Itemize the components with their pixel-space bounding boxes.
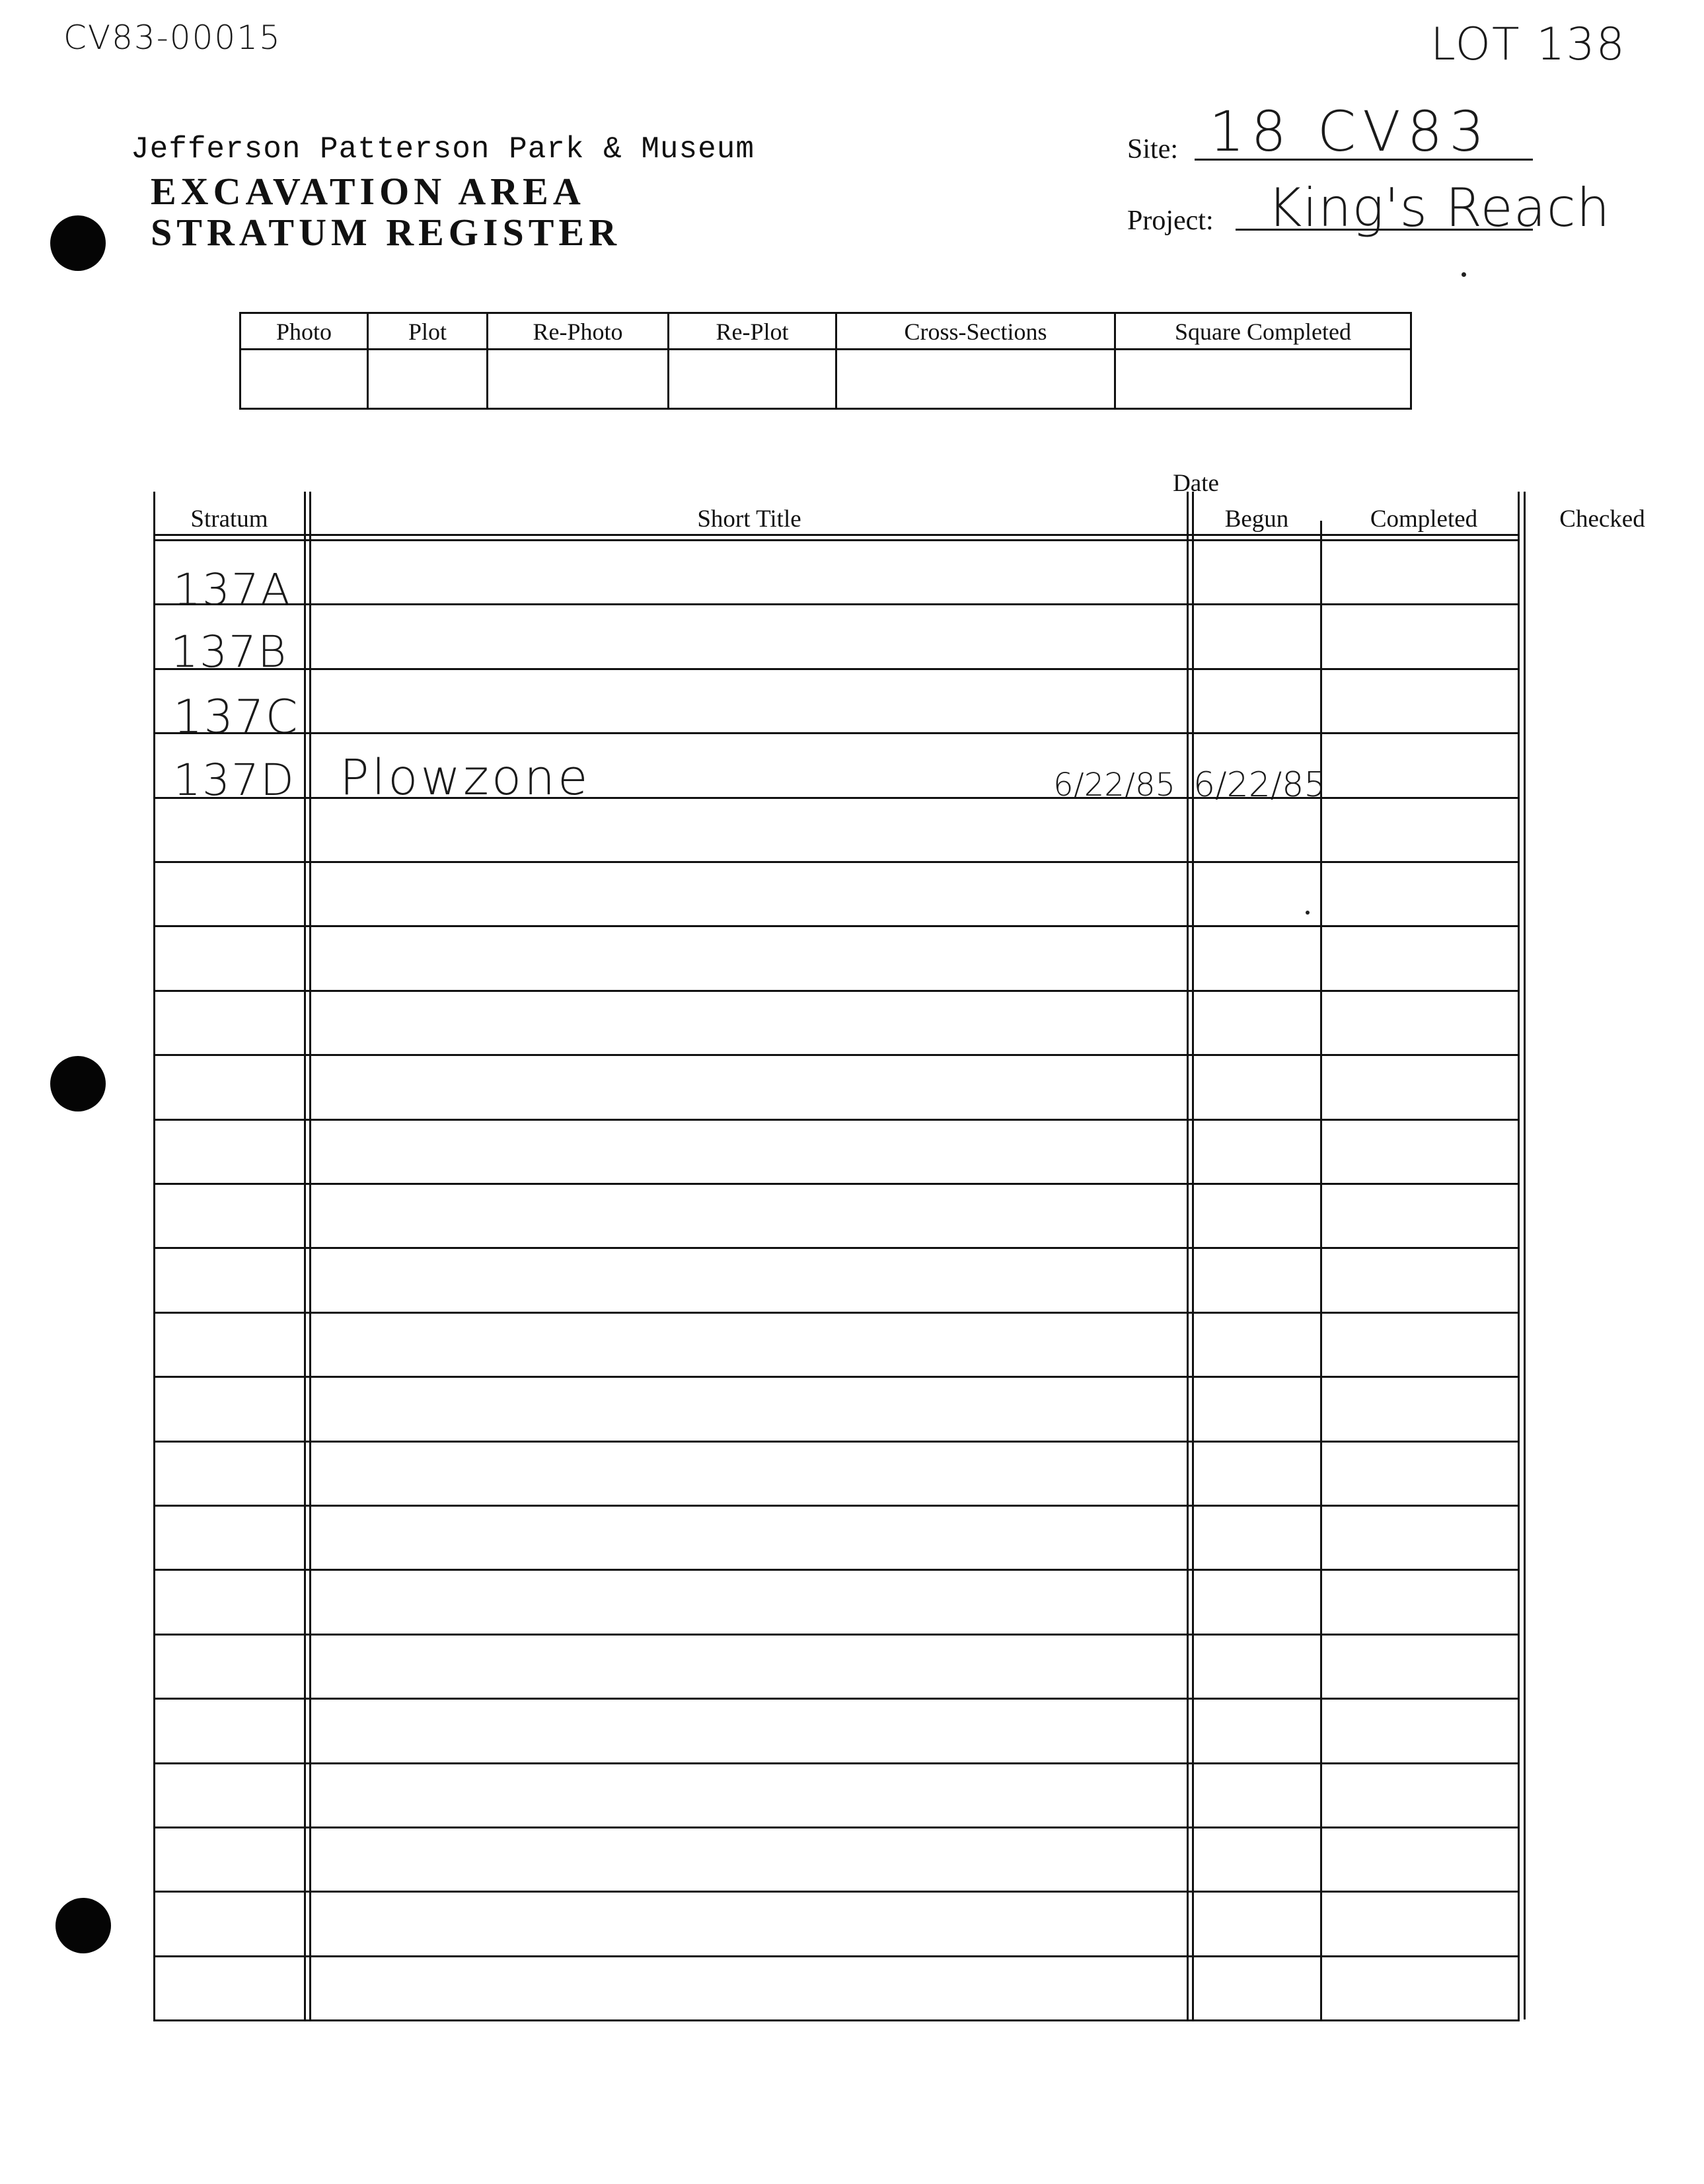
- site-value: 18 CV83: [1209, 99, 1491, 164]
- stratum-cell: 137C: [173, 690, 299, 744]
- row-rule: [153, 1312, 1520, 1314]
- header-rule: [153, 534, 1520, 536]
- row-rule: [153, 668, 1520, 670]
- stratum-register-table: [153, 470, 1645, 2044]
- column-header-short-title: Short Title: [697, 506, 801, 533]
- punch-hole-middle: [50, 1056, 106, 1111]
- row-rule: [153, 732, 1520, 734]
- row-rule: [153, 1505, 1520, 1507]
- punch-hole-bottom: [56, 1898, 111, 1953]
- col-rule: [304, 492, 306, 2019]
- stratum-cell: 137B: [170, 626, 288, 677]
- project-value: King's Reach: [1267, 177, 1611, 239]
- col-rule: [1524, 492, 1526, 2019]
- records-col-label: Photo: [276, 319, 332, 345]
- form-title-line-1: EXCAVATION AREA: [151, 170, 585, 213]
- column-header-stratum: Stratum: [190, 506, 268, 533]
- column-header-completed: Completed: [1370, 506, 1478, 533]
- speck: [1462, 272, 1466, 277]
- speck: [1306, 911, 1310, 915]
- records-col-square-completed: [1116, 314, 1410, 408]
- row-rule: [153, 925, 1520, 927]
- header-rule: [153, 539, 1520, 541]
- row-rule: [153, 990, 1520, 992]
- records-col-label: Square Completed: [1175, 319, 1351, 345]
- row-rule: [153, 1891, 1520, 1893]
- col-rule: [153, 492, 155, 2019]
- institution-name: Jefferson Patterson Park & Museum: [131, 132, 755, 167]
- row-rule: [153, 1054, 1520, 1056]
- row-rule: [153, 1826, 1520, 1828]
- document-id-note: CV83-00015: [63, 19, 281, 57]
- records-col-replot: [669, 314, 837, 408]
- lot-number-note: LOT 138: [1430, 19, 1626, 71]
- records-col-cross-sections: [837, 314, 1116, 408]
- site-label: Site:: [1127, 134, 1179, 165]
- row-rule: [153, 1569, 1520, 1571]
- row-rule: [153, 1698, 1520, 1700]
- stratum-cell: 137D: [173, 755, 295, 806]
- col-rule: [1518, 492, 1520, 2019]
- records-col-label: Re-Plot: [716, 319, 789, 345]
- records-col-plot: [369, 314, 488, 408]
- stratum-cell: 137A: [173, 564, 292, 615]
- col-rule: [1187, 492, 1189, 2019]
- column-header-begun: Begun: [1224, 506, 1289, 533]
- row-rule: [153, 797, 1520, 799]
- row-rule: [153, 1955, 1520, 1957]
- date-group-header: Date: [1173, 470, 1219, 497]
- form-title-line-2: STRATUM REGISTER: [151, 211, 621, 254]
- records-table: [239, 312, 1412, 410]
- date-begun-cell: 6/22/85: [1053, 767, 1176, 804]
- col-rule: [309, 492, 311, 2019]
- records-col-rephoto: [488, 314, 669, 408]
- column-header-checked: Checked: [1559, 506, 1645, 533]
- records-col-label: Plot: [408, 319, 447, 345]
- row-rule: [153, 1119, 1520, 1121]
- col-rule: [1320, 521, 1322, 2019]
- col-rule: [1192, 492, 1194, 2019]
- date-completed-cell: 6/22/85: [1193, 765, 1326, 805]
- records-col-label: Cross-Sections: [904, 319, 1047, 345]
- row-rule: [153, 1441, 1520, 1443]
- row-rule: [153, 861, 1520, 863]
- row-rule: [153, 603, 1520, 605]
- records-col-label: Re-Photo: [533, 319, 623, 345]
- row-rule: [153, 1183, 1520, 1185]
- row-rule: [153, 2019, 1520, 2021]
- short-title-cell: Plowzone: [340, 749, 591, 806]
- records-col-photo: [241, 314, 369, 408]
- row-rule: [153, 1762, 1520, 1764]
- row-rule: [153, 1634, 1520, 1636]
- project-label: Project:: [1127, 206, 1214, 236]
- row-rule: [153, 1376, 1520, 1378]
- punch-hole-top: [50, 215, 106, 271]
- row-rule: [153, 1247, 1520, 1249]
